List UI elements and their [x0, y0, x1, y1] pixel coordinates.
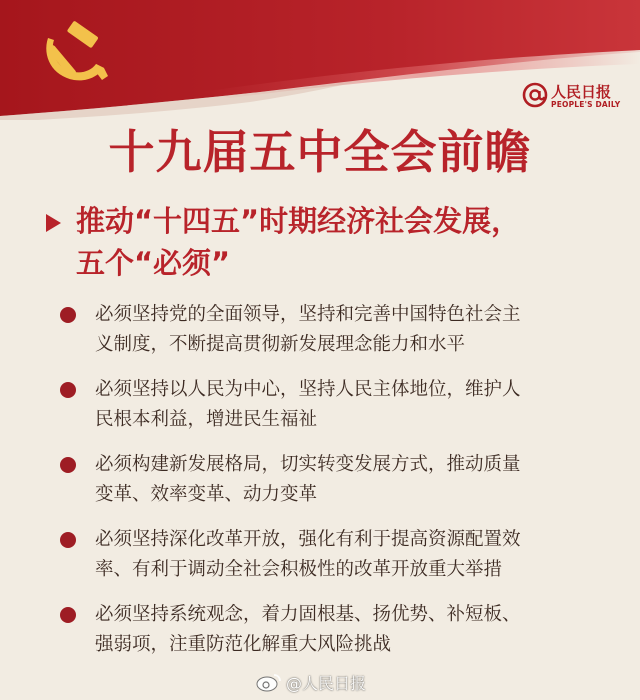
- list-item-line-2: 民根本利益，增进民生福祉: [95, 409, 318, 430]
- list-item: [0, 600, 640, 660]
- list-item-line-1: 必须坚持系统观念，着力固根基、扬优势、补短板、: [95, 604, 521, 625]
- list-item-line-1: 必须坚持以人民为中心，坚持人民主体地位，维护人: [95, 379, 521, 400]
- page-title: 十九届五中全会前瞻: [108, 125, 532, 179]
- bullet-dot-icon: [60, 532, 76, 548]
- bullet-dot-icon: [60, 307, 76, 323]
- weibo-icon: [256, 672, 282, 692]
- list-item: [0, 525, 640, 585]
- section-heading-line-1: 推动“十四五”时期经济社会发展，: [76, 204, 521, 238]
- list-item-line-2: 义制度，不断提高贯彻新发展理念能力和水平: [95, 334, 466, 355]
- brand-name: 人民日报: [551, 83, 612, 101]
- people-daily-at-logo-icon: [522, 82, 548, 108]
- list-item-line-2: 变革、效率变革、动力变革: [95, 484, 318, 505]
- list-item-line-1: 必须坚持深化改革开放，强化有利于提高资源配置效: [95, 529, 521, 550]
- watermark-text: @人民日报: [286, 674, 367, 693]
- list-item: [0, 450, 640, 510]
- bullet-dot-icon: [60, 382, 76, 398]
- section-heading-line-2: 五个“必须”: [76, 246, 231, 280]
- list-item: [0, 300, 640, 360]
- bullet-dot-icon: [60, 457, 76, 473]
- list-item: [0, 375, 640, 435]
- list-item-line-2: 率、有利于调动全社会积极性的改革开放重大举措: [95, 559, 503, 580]
- brand-subtitle: PEOPLE'S DAILY: [551, 100, 621, 109]
- hammer-and-sickle-icon: [38, 20, 114, 86]
- section-heading: [76, 200, 616, 284]
- bullet-dot-icon: [60, 607, 76, 623]
- triangle-marker-icon: [46, 214, 61, 232]
- list-item-line-1: 必须构建新发展格局，切实转变发展方式，推动质量: [95, 454, 521, 475]
- list-item-line-1: 必须坚持党的全面领导，坚持和完善中国特色社会主: [95, 304, 521, 325]
- list-item-line-2: 强弱项，注重防范化解重大风险挑战: [95, 634, 392, 655]
- people-daily-logo: [522, 80, 632, 114]
